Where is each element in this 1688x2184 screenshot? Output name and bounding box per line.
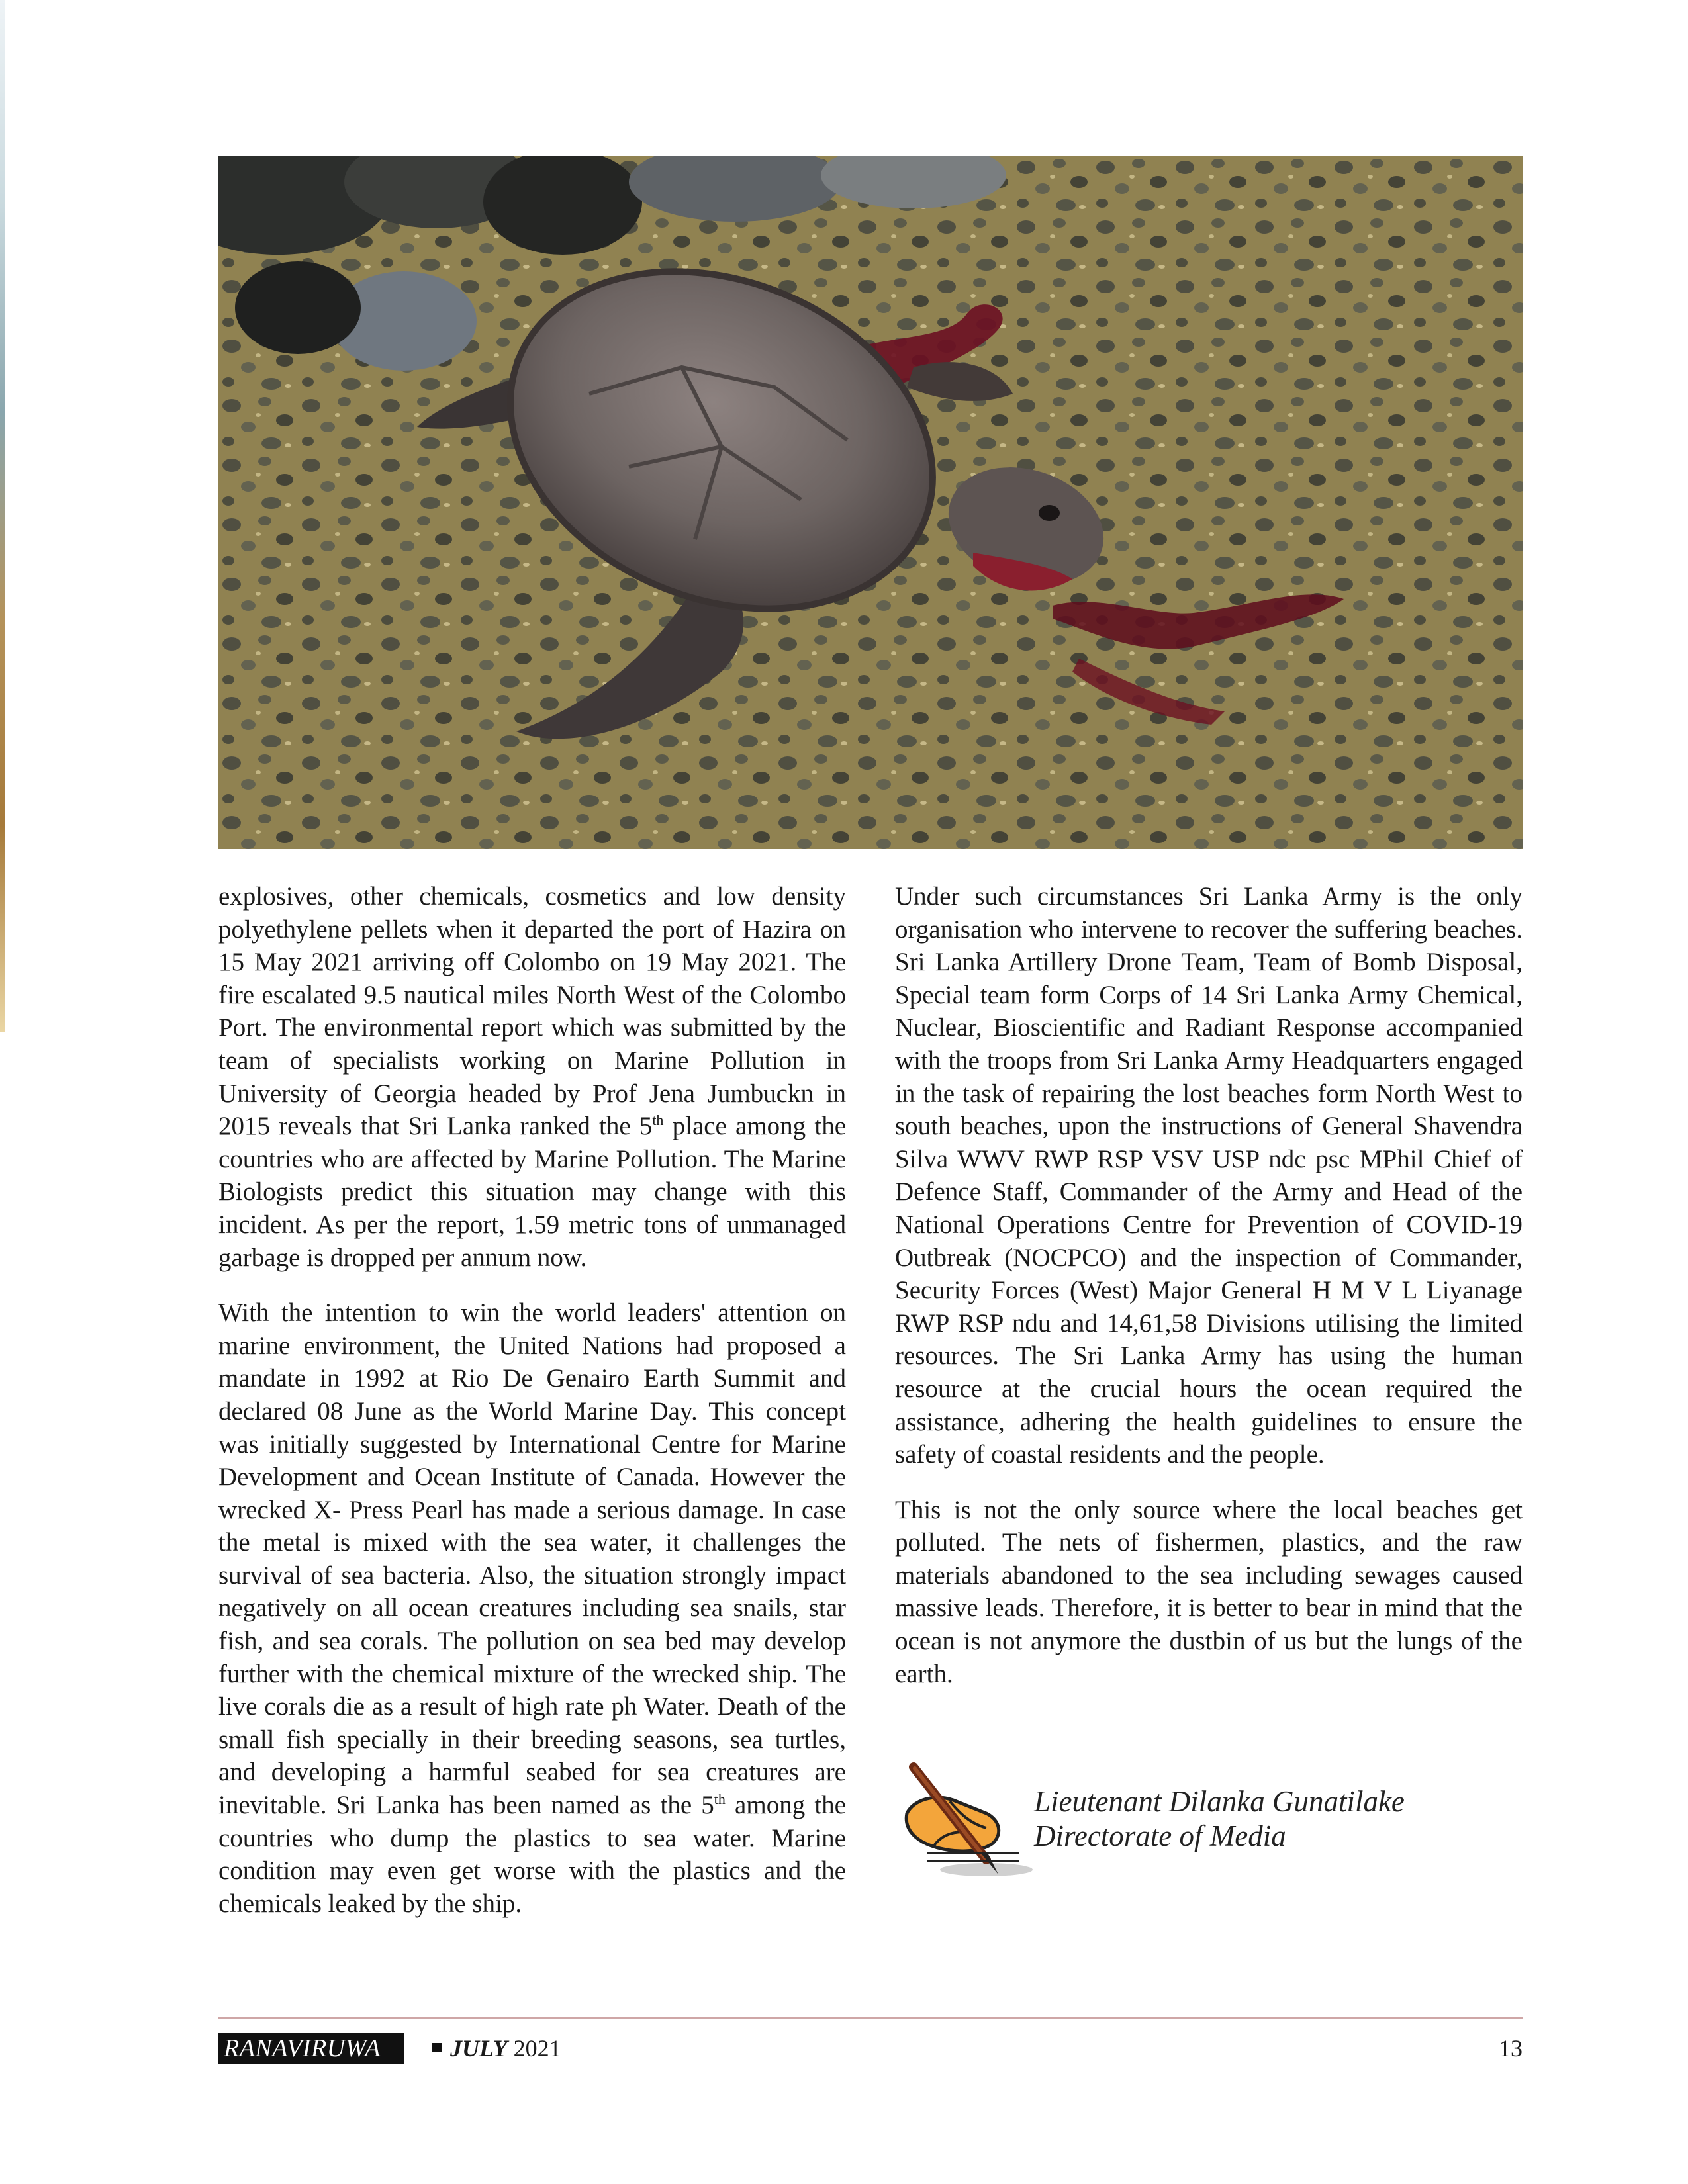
article-paragraph: This is not the only source where the local beaches get polluted. The nets of fishermen, plastics, and the raw materials abandoned to the sea including sewages caused massive leads. Therefore, it is better to bear in mind that the ocean is not anymore the dustbin of us but the lungs of the earth.: [895, 1495, 1523, 1688]
magazine-name: RANAVIRUWA: [218, 2033, 404, 2064]
bullet-square-icon: [432, 2043, 442, 2052]
footer-divider: [218, 2017, 1523, 2019]
author-name: Lieutenant Dilanka Gunatilake: [1034, 1785, 1405, 1818]
article-left-column: [218, 880, 846, 1942]
issue-month: JULY: [450, 2035, 508, 2062]
page-number: 13: [1499, 2035, 1523, 2062]
author-signature: [887, 1754, 1523, 1886]
page-edge-strip: [0, 0, 5, 1032]
issue-year: 2021: [513, 2035, 561, 2062]
article-paragraph: explosives, other chemicals, cosmetics and low density polyethylene pellets when it departed the port of Hazira on 15 May 2021 arriving off Colombo on 19 May 2021. The fire escalated 9.5 nautical miles North West of the Colombo Port. The environmental report which was submitted by the team of specialists working on Marine Pollution in University of Georgia headed by Prof Jena Jumbuckn in 2015 reveals that Sri Lanka ranked the 5th place among the countries who are affected by Marine Pollution. The Marine Biologists predict this situation may change with this incident. As per the report, 1.59 metric tons of unmanaged garbage is dropped per annum now.: [218, 882, 847, 1272]
page-footer: [218, 2033, 1523, 2065]
hand-writing-pen-icon: [887, 1754, 1039, 1886]
article-paragraph: With the intention to win the world leaders' attention on marine environment, the United Nations had proposed a mandate in 1992 at Rio De Genairo Earth Summit and declared 08 June as the World Marine Day. This concept was initially suggested by International Centre for Marine Development and Ocean Institute of Canada. However the wrecked X- Press Pearl has made a serious damage. In case the metal is mixed with the sea water, it challenges the survival of sea bacteria. Also, the situation strongly impact negatively on all ocean creatures including sea snails, star fish, and sea corals. The pollution on sea bed may develop further with the chemical mixture of the wrecked ship. The live corals die as a result of high rate ph Water. Death of the small fish specially in their breeding seasons, sea turtles, and developing a harmful seabed for sea creatures are inevitable. Sri Lanka has been named as the 5th among the countries who dump the plastics to sea water. Marine condition may even get worse with the plastics and the chemicals leaked by the ship.: [218, 1298, 846, 1918]
issue-date: [450, 2033, 561, 2064]
dead-sea-turtle-on-rock-icon: [218, 156, 1523, 849]
article-paragraph: Under such circumstances Sri Lanka Army is the only organisation who intervene to recover the suffering beaches. Sri Lanka Artillery Drone Team, Team of Bomb Disposal, Special team form Corps of 14 Sri Lanka Army Chemical, Nuclear, Bioscientific and Radiant Response accompanied with the troops from Sri Lanka Army Headquarters engaged in the task of repairing the lost beaches form North West to south beaches, upon the instructions of General Shavendra Silva WWV RWP RSP VSV USP ndc psc MPhil Chief of Defence Staff, Commander of the Army and Head of the National Operations Centre for Prevention of COVID-19 Outbreak (NOCPCO) and the inspection of Commander, Security Forces (West) Major General H M V L Liyanage RWP RSP ndu and 14,61,58 Divisions utilising the limited resources. The Sri Lanka Army has using the human resource at the crucial hours the ocean required the assistance, adhering the health guidelines to ensure the safety of coastal residents and the people.: [895, 882, 1523, 1469]
article-photo: [218, 156, 1523, 849]
author-department: Directorate of Media: [1034, 1819, 1286, 1852]
article-right-column: [895, 880, 1523, 1713]
